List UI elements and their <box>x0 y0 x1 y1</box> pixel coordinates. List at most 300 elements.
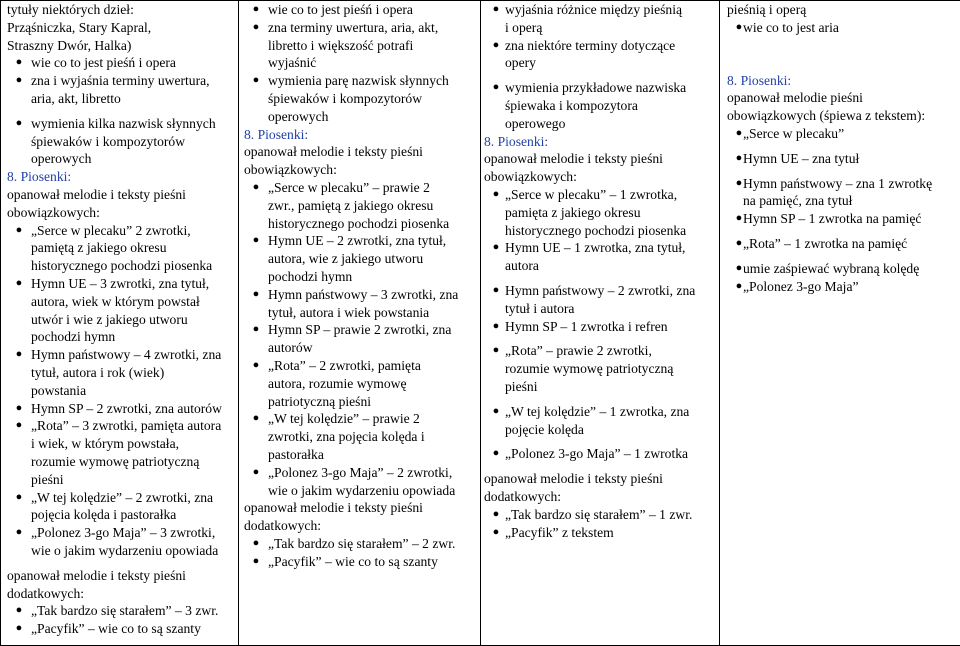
bullet-item <box>1 620 238 638</box>
bullet-item <box>239 535 480 553</box>
line-text: pojęcie kolęda <box>505 421 584 437</box>
text-line <box>1 602 238 620</box>
bullet-icon: ● <box>15 74 23 87</box>
bullet-item <box>1 524 238 560</box>
text-line <box>481 37 719 55</box>
bullet-item <box>481 506 719 524</box>
line-text: libretto i większość potrafi <box>268 37 414 53</box>
text-line <box>1 417 238 435</box>
bullet-icon: ● <box>15 56 23 69</box>
line-text: autora, wiek w którym powstał <box>31 293 200 309</box>
block-spacer <box>481 72 719 79</box>
block-spacer <box>720 228 960 235</box>
bullet-icon: ● <box>252 234 260 247</box>
text-line <box>1 150 238 168</box>
line-text: autora, rozumie wymowę <box>268 375 407 391</box>
line-text: dodatkowych: <box>484 488 562 504</box>
bullet-icon: ● <box>735 236 743 249</box>
line-text: rozumie wymowę patriotyczną <box>505 361 674 377</box>
text-line <box>481 133 719 151</box>
bullet-icon: ● <box>492 283 500 296</box>
text-line <box>239 179 480 197</box>
column-2-cell <box>239 1 481 646</box>
line-text: śpiewaków i kompozytorów <box>268 90 423 106</box>
line-text: i wiek, w którym powstała, <box>31 436 179 452</box>
bullet-item <box>1 417 238 488</box>
text-line <box>1 275 238 293</box>
line-text: Hymn państwowy – 3 zwrotki, zna <box>268 286 459 302</box>
text-line <box>481 506 719 524</box>
text-line <box>1 346 238 364</box>
bullet-icon: ● <box>15 116 23 129</box>
bullet-item <box>481 79 719 132</box>
text-line <box>1 168 238 186</box>
bullet-item <box>1 222 238 275</box>
text-line <box>239 553 480 571</box>
line-text: Hymn SP – 1 zwrotka na pamięć <box>743 211 922 227</box>
column-1-cell <box>1 1 239 646</box>
bullet-icon: ● <box>15 348 23 361</box>
block-spacer <box>1 560 238 567</box>
line-text: „Serce w plecaku” 2 zwrotki, <box>31 222 191 238</box>
text-line <box>720 107 960 125</box>
text-line <box>1 239 238 257</box>
bullet-icon: ● <box>492 241 500 254</box>
column-2-content <box>239 1 480 571</box>
block-spacer <box>720 143 960 150</box>
text-line <box>720 150 960 168</box>
text-line <box>1 453 238 471</box>
text-line <box>1 311 238 329</box>
text-block <box>1 186 238 222</box>
text-line <box>481 470 719 488</box>
text-line <box>720 210 960 228</box>
line-text: „Pacyfik” z tekstem <box>505 524 614 540</box>
line-text: opanował melodie pieśni <box>727 90 863 106</box>
section-heading <box>1 168 238 186</box>
bullet-icon: ● <box>15 622 23 635</box>
line-text: „Tak bardzo się starałem” – 1 zwr. <box>505 506 693 522</box>
bullet-item <box>481 239 719 275</box>
text-line <box>239 410 480 428</box>
line-text: zna terminy uwertura, aria, akt, <box>268 19 439 35</box>
line-text: „Rota” – 1 zwrotka na pamięć <box>743 235 908 251</box>
bullet-item <box>239 1 480 19</box>
block-spacer <box>481 438 719 445</box>
line-text: Hymn UE – 2 zwrotki, zna tytuł, <box>268 233 447 249</box>
text-line <box>481 421 719 439</box>
text-line <box>1 435 238 453</box>
bullet-icon: ● <box>492 81 500 94</box>
table-row <box>1 1 960 646</box>
line-text: powstania <box>31 382 87 398</box>
block-spacer <box>720 51 960 58</box>
line-text: „Tak bardzo się starałem” – 2 zwr. <box>268 535 456 551</box>
column-1-content <box>1 1 238 638</box>
line-text: „Rota” – 2 zwrotki, pamięta <box>268 357 421 373</box>
text-line <box>720 260 960 278</box>
bullet-icon: ● <box>252 465 260 478</box>
line-text: Hymn państwowy – 2 zwrotki, zna <box>505 282 696 298</box>
line-text: tytuł, autora i rok (wiek) <box>31 364 165 380</box>
text-line <box>239 464 480 482</box>
text-line <box>239 126 480 144</box>
line-text: i operą <box>505 19 543 35</box>
text-line <box>1 382 238 400</box>
bullet-item <box>239 410 480 463</box>
bullet-item <box>720 125 960 143</box>
line-text: historycznego pochodzi piosenka <box>268 215 450 231</box>
text-line <box>481 342 719 360</box>
line-text: 8. Piosenki: <box>727 72 792 88</box>
text-line <box>720 19 960 37</box>
line-text: zwr., pamiętą z jakiego okresu <box>268 197 434 213</box>
line-text: Hymn SP – prawie 2 zwrotki, zna <box>268 322 452 338</box>
line-text: pamięta z jakiego okresu <box>505 204 641 220</box>
bullet-item <box>481 445 719 463</box>
text-line <box>1 115 238 133</box>
text-line <box>239 143 480 161</box>
bullet-icon: ● <box>492 3 500 15</box>
column-3-cell <box>481 1 720 646</box>
bullet-icon: ● <box>492 187 500 200</box>
line-text: wymienia parę nazwisk słynnych <box>268 73 449 89</box>
line-text: „Pacyfik” – wie co to są szanty <box>268 553 438 569</box>
text-line <box>481 168 719 186</box>
bullet-icon: ● <box>15 490 23 503</box>
bullet-item <box>481 524 719 542</box>
line-text: „Polonez 3-go Maja” – 2 zwrotki, <box>268 464 453 480</box>
text-line <box>1 133 238 151</box>
line-text: dodatkowych: <box>7 585 85 601</box>
text-line <box>481 97 719 115</box>
text-line <box>239 357 480 375</box>
bullet-icon: ● <box>252 74 260 87</box>
line-text: autorów <box>268 340 313 356</box>
line-text: pieśni <box>31 471 64 487</box>
line-text: Straszny Dwór, Halka) <box>7 37 132 53</box>
text-block <box>720 1 960 19</box>
line-text: wie co to jest pieśń i opera <box>31 55 176 71</box>
line-text: „Rota” – 3 zwrotki, pamięta autora <box>31 418 222 434</box>
text-line <box>720 89 960 107</box>
text-line <box>481 186 719 204</box>
bullet-icon: ● <box>252 287 260 300</box>
text-line <box>1 1 238 19</box>
line-text: obowiązkowych: <box>7 204 100 220</box>
bullet-item <box>481 1 719 37</box>
text-line <box>239 517 480 535</box>
text-line <box>1 54 238 72</box>
text-line <box>720 192 960 210</box>
line-text: opanował melodie i teksty pieśni <box>244 500 423 516</box>
section-heading <box>239 126 480 144</box>
text-block <box>1 37 238 55</box>
column-3-content <box>481 1 719 541</box>
bullet-item <box>1 602 238 620</box>
line-text: „Rota” – prawie 2 zwrotki, <box>505 343 652 359</box>
line-text: historycznego pochodzi piosenka <box>31 258 213 274</box>
bullet-item <box>1 400 238 418</box>
text-line <box>481 282 719 300</box>
line-text: aria, akt, libretto <box>31 90 121 106</box>
block-spacer <box>481 396 719 403</box>
text-line <box>481 204 719 222</box>
block-spacer <box>1 108 238 115</box>
line-text: 8. Piosenki: <box>244 126 309 142</box>
section-heading <box>720 72 960 90</box>
text-line <box>239 108 480 126</box>
bullet-icon: ● <box>252 323 260 336</box>
text-line <box>239 268 480 286</box>
bullet-icon: ● <box>735 151 743 164</box>
bullet-item <box>239 553 480 571</box>
bullet-icon: ● <box>15 604 23 617</box>
bullet-icon: ● <box>735 126 743 139</box>
text-line <box>481 318 719 336</box>
bullet-item <box>1 72 238 108</box>
text-line <box>1 567 238 585</box>
bullet-item <box>239 464 480 500</box>
bullet-icon: ● <box>492 344 500 357</box>
line-text: obowiązkowych (śpiewa z tekstem): <box>727 108 926 124</box>
text-line <box>720 235 960 253</box>
line-text: pojęcia kolęda i pastorałka <box>31 507 177 523</box>
line-text: Hymn UE – 3 zwrotki, zna tytuł, <box>31 275 210 291</box>
bullet-item <box>481 37 719 73</box>
text-block <box>1 19 238 37</box>
text-line <box>481 488 719 506</box>
line-text: wymienia przykładowe nazwiska <box>505 80 687 96</box>
text-line <box>720 1 960 19</box>
column-4-content <box>720 1 960 295</box>
text-line <box>1 72 238 90</box>
text-line <box>720 125 960 143</box>
block-spacer <box>720 168 960 175</box>
text-line <box>481 360 719 378</box>
bullet-icon: ● <box>252 554 260 567</box>
line-text: 8. Piosenki: <box>7 169 72 185</box>
line-text: śpiewaków i kompozytorów <box>31 133 186 149</box>
text-line <box>239 37 480 55</box>
bullet-item <box>1 346 238 399</box>
text-line <box>481 378 719 396</box>
bullet-icon: ● <box>252 358 260 371</box>
line-text: 8. Piosenki: <box>484 133 549 149</box>
bullet-item <box>481 318 719 336</box>
text-line <box>481 222 719 240</box>
bullet-icon: ● <box>735 212 743 225</box>
bullet-icon: ● <box>735 261 743 274</box>
text-line <box>1 328 238 346</box>
line-text: pieśnią i operą <box>727 2 807 17</box>
text-block <box>1 1 238 19</box>
line-text: opery <box>505 55 536 71</box>
text-line <box>481 445 719 463</box>
text-line <box>1 19 238 37</box>
bullet-item <box>239 179 480 232</box>
line-text: „Serce w plecaku” – 1 zwrotka, <box>505 186 678 202</box>
line-text: wie co to jest pieśń i opera <box>268 2 413 17</box>
bullet-item <box>720 278 960 296</box>
text-line <box>1 471 238 489</box>
line-text: operowego <box>505 115 566 131</box>
bullet-icon: ● <box>735 176 743 189</box>
line-text: operowych <box>31 151 92 167</box>
line-text: wyjaśnia różnice między pieśnią <box>505 2 683 17</box>
line-text: „Polonez 3-go Maja” – 1 zwrotka <box>505 446 689 462</box>
text-line <box>720 278 960 296</box>
line-text: operowych <box>268 108 329 124</box>
line-text: Hymn SP – 1 zwrotka i refren <box>505 318 668 334</box>
text-line <box>239 499 480 517</box>
text-line <box>481 115 719 133</box>
bullet-item <box>239 232 480 285</box>
bullet-icon: ● <box>492 404 500 417</box>
text-line <box>239 304 480 322</box>
line-text: „W tej kolędzie” – 2 zwrotki, zna <box>31 489 214 505</box>
line-text: wie o jakim wydarzeniu opowiada <box>31 542 219 558</box>
bullet-item <box>239 19 480 72</box>
text-line <box>481 79 719 97</box>
block-spacer <box>481 275 719 282</box>
block-spacer <box>720 44 960 51</box>
line-text: „W tej kolędzie” – 1 zwrotka, zna <box>505 403 690 419</box>
line-text: wyjaśnić <box>268 55 317 71</box>
line-text: autora <box>505 258 539 274</box>
text-line <box>481 150 719 168</box>
text-line <box>1 585 238 603</box>
line-text: opanował melodie i teksty pieśni <box>244 144 423 160</box>
text-line <box>1 364 238 382</box>
line-text: rozumie wymowę patriotyczną <box>31 453 200 469</box>
bullet-item <box>720 150 960 168</box>
text-line <box>239 1 480 19</box>
line-text: obowiązkowych: <box>244 162 337 178</box>
text-line <box>239 375 480 393</box>
line-text: historycznego pochodzi piosenka <box>505 222 687 238</box>
text-line <box>239 393 480 411</box>
line-text: obowiązkowych: <box>484 169 577 185</box>
text-line <box>1 542 238 560</box>
block-spacer <box>481 463 719 470</box>
bullet-icon: ● <box>15 401 23 414</box>
bullet-item <box>239 72 480 125</box>
bullet-icon: ● <box>15 419 23 432</box>
text-line <box>481 300 719 318</box>
line-text: „Polonez 3-go Maja” <box>743 278 859 294</box>
text-line <box>1 400 238 418</box>
bullet-item <box>481 342 719 395</box>
bullet-item <box>239 321 480 357</box>
text-line <box>1 222 238 240</box>
line-text: dodatkowych: <box>244 518 322 534</box>
line-text: tytuł, autora i wiek powstania <box>268 304 430 320</box>
line-text: wie o jakim wydarzeniu opowiada <box>268 482 456 498</box>
line-text: wie co to jest aria <box>743 19 839 35</box>
line-text: „Serce w plecaku” <box>743 125 845 141</box>
line-text: Hymn UE – 1 zwrotka, zna tytuł, <box>505 240 686 256</box>
bullet-icon: ● <box>15 223 23 236</box>
text-line <box>239 339 480 357</box>
bullet-icon: ● <box>252 412 260 425</box>
column-4-cell <box>720 1 960 646</box>
text-line <box>1 257 238 275</box>
text-line <box>239 232 480 250</box>
text-block <box>239 499 480 535</box>
line-text: „W tej kolędzie” – prawie 2 <box>268 411 420 427</box>
text-line <box>1 506 238 524</box>
bullet-icon: ● <box>15 276 23 289</box>
text-line <box>1 186 238 204</box>
text-line <box>1 489 238 507</box>
text-block <box>481 150 719 186</box>
text-line <box>239 197 480 215</box>
text-line <box>239 535 480 553</box>
text-line <box>481 54 719 72</box>
bullet-icon: ● <box>735 279 743 292</box>
text-line <box>239 446 480 464</box>
line-text: tytuły niektórych dzieł: <box>7 2 134 17</box>
block-spacer <box>720 253 960 260</box>
text-line <box>481 1 719 19</box>
line-text: śpiewaka i kompozytora <box>505 97 638 113</box>
text-line <box>1 620 238 638</box>
line-text: „Tak bardzo się starałem” – 3 zwr. <box>31 603 219 619</box>
bullet-item <box>720 235 960 253</box>
bullet-item <box>239 286 480 322</box>
bullet-icon: ● <box>252 3 260 15</box>
bullet-item <box>481 186 719 239</box>
line-text: Hymn państwowy – 4 zwrotki, zna <box>31 347 222 363</box>
text-line <box>1 524 238 542</box>
bullet-item <box>1 275 238 346</box>
bullet-icon: ● <box>492 525 500 538</box>
text-line <box>1 204 238 222</box>
text-line <box>481 403 719 421</box>
line-text: „Serce w plecaku” – prawie 2 <box>268 179 430 195</box>
text-line <box>1 90 238 108</box>
bullet-icon: ● <box>252 180 260 193</box>
section-heading <box>481 133 719 151</box>
line-text: opanował melodie i teksty pieśni <box>484 471 663 487</box>
bullet-icon: ● <box>252 536 260 549</box>
bullet-item <box>1 489 238 525</box>
line-text: pochodzi hymn <box>268 268 353 284</box>
text-line <box>481 257 719 275</box>
text-line <box>1 37 238 55</box>
bullet-icon: ● <box>735 20 743 33</box>
bullet-icon: ● <box>15 526 23 539</box>
line-text: tytuł i autora <box>505 300 575 316</box>
bullet-icon: ● <box>492 38 500 51</box>
text-line <box>239 161 480 179</box>
text-line <box>239 54 480 72</box>
line-text: pieśni <box>505 378 538 394</box>
text-line <box>239 428 480 446</box>
line-text: zwrotki, zna pojęcia kolęda i <box>268 429 425 445</box>
line-text: umie zaśpiewać wybraną kolędę <box>743 260 920 276</box>
line-text: Prząśniczka, Stary Kapral, <box>7 19 152 35</box>
bullet-item <box>720 260 960 278</box>
line-text: pamiętą z jakiego okresu <box>31 240 167 256</box>
line-text: utwór i wie z jakiego utworu <box>31 311 188 327</box>
bullet-item <box>720 175 960 211</box>
text-line <box>239 286 480 304</box>
text-block <box>481 470 719 506</box>
line-text: opanował melodie i teksty pieśni <box>7 186 186 202</box>
bullet-item <box>1 54 238 72</box>
